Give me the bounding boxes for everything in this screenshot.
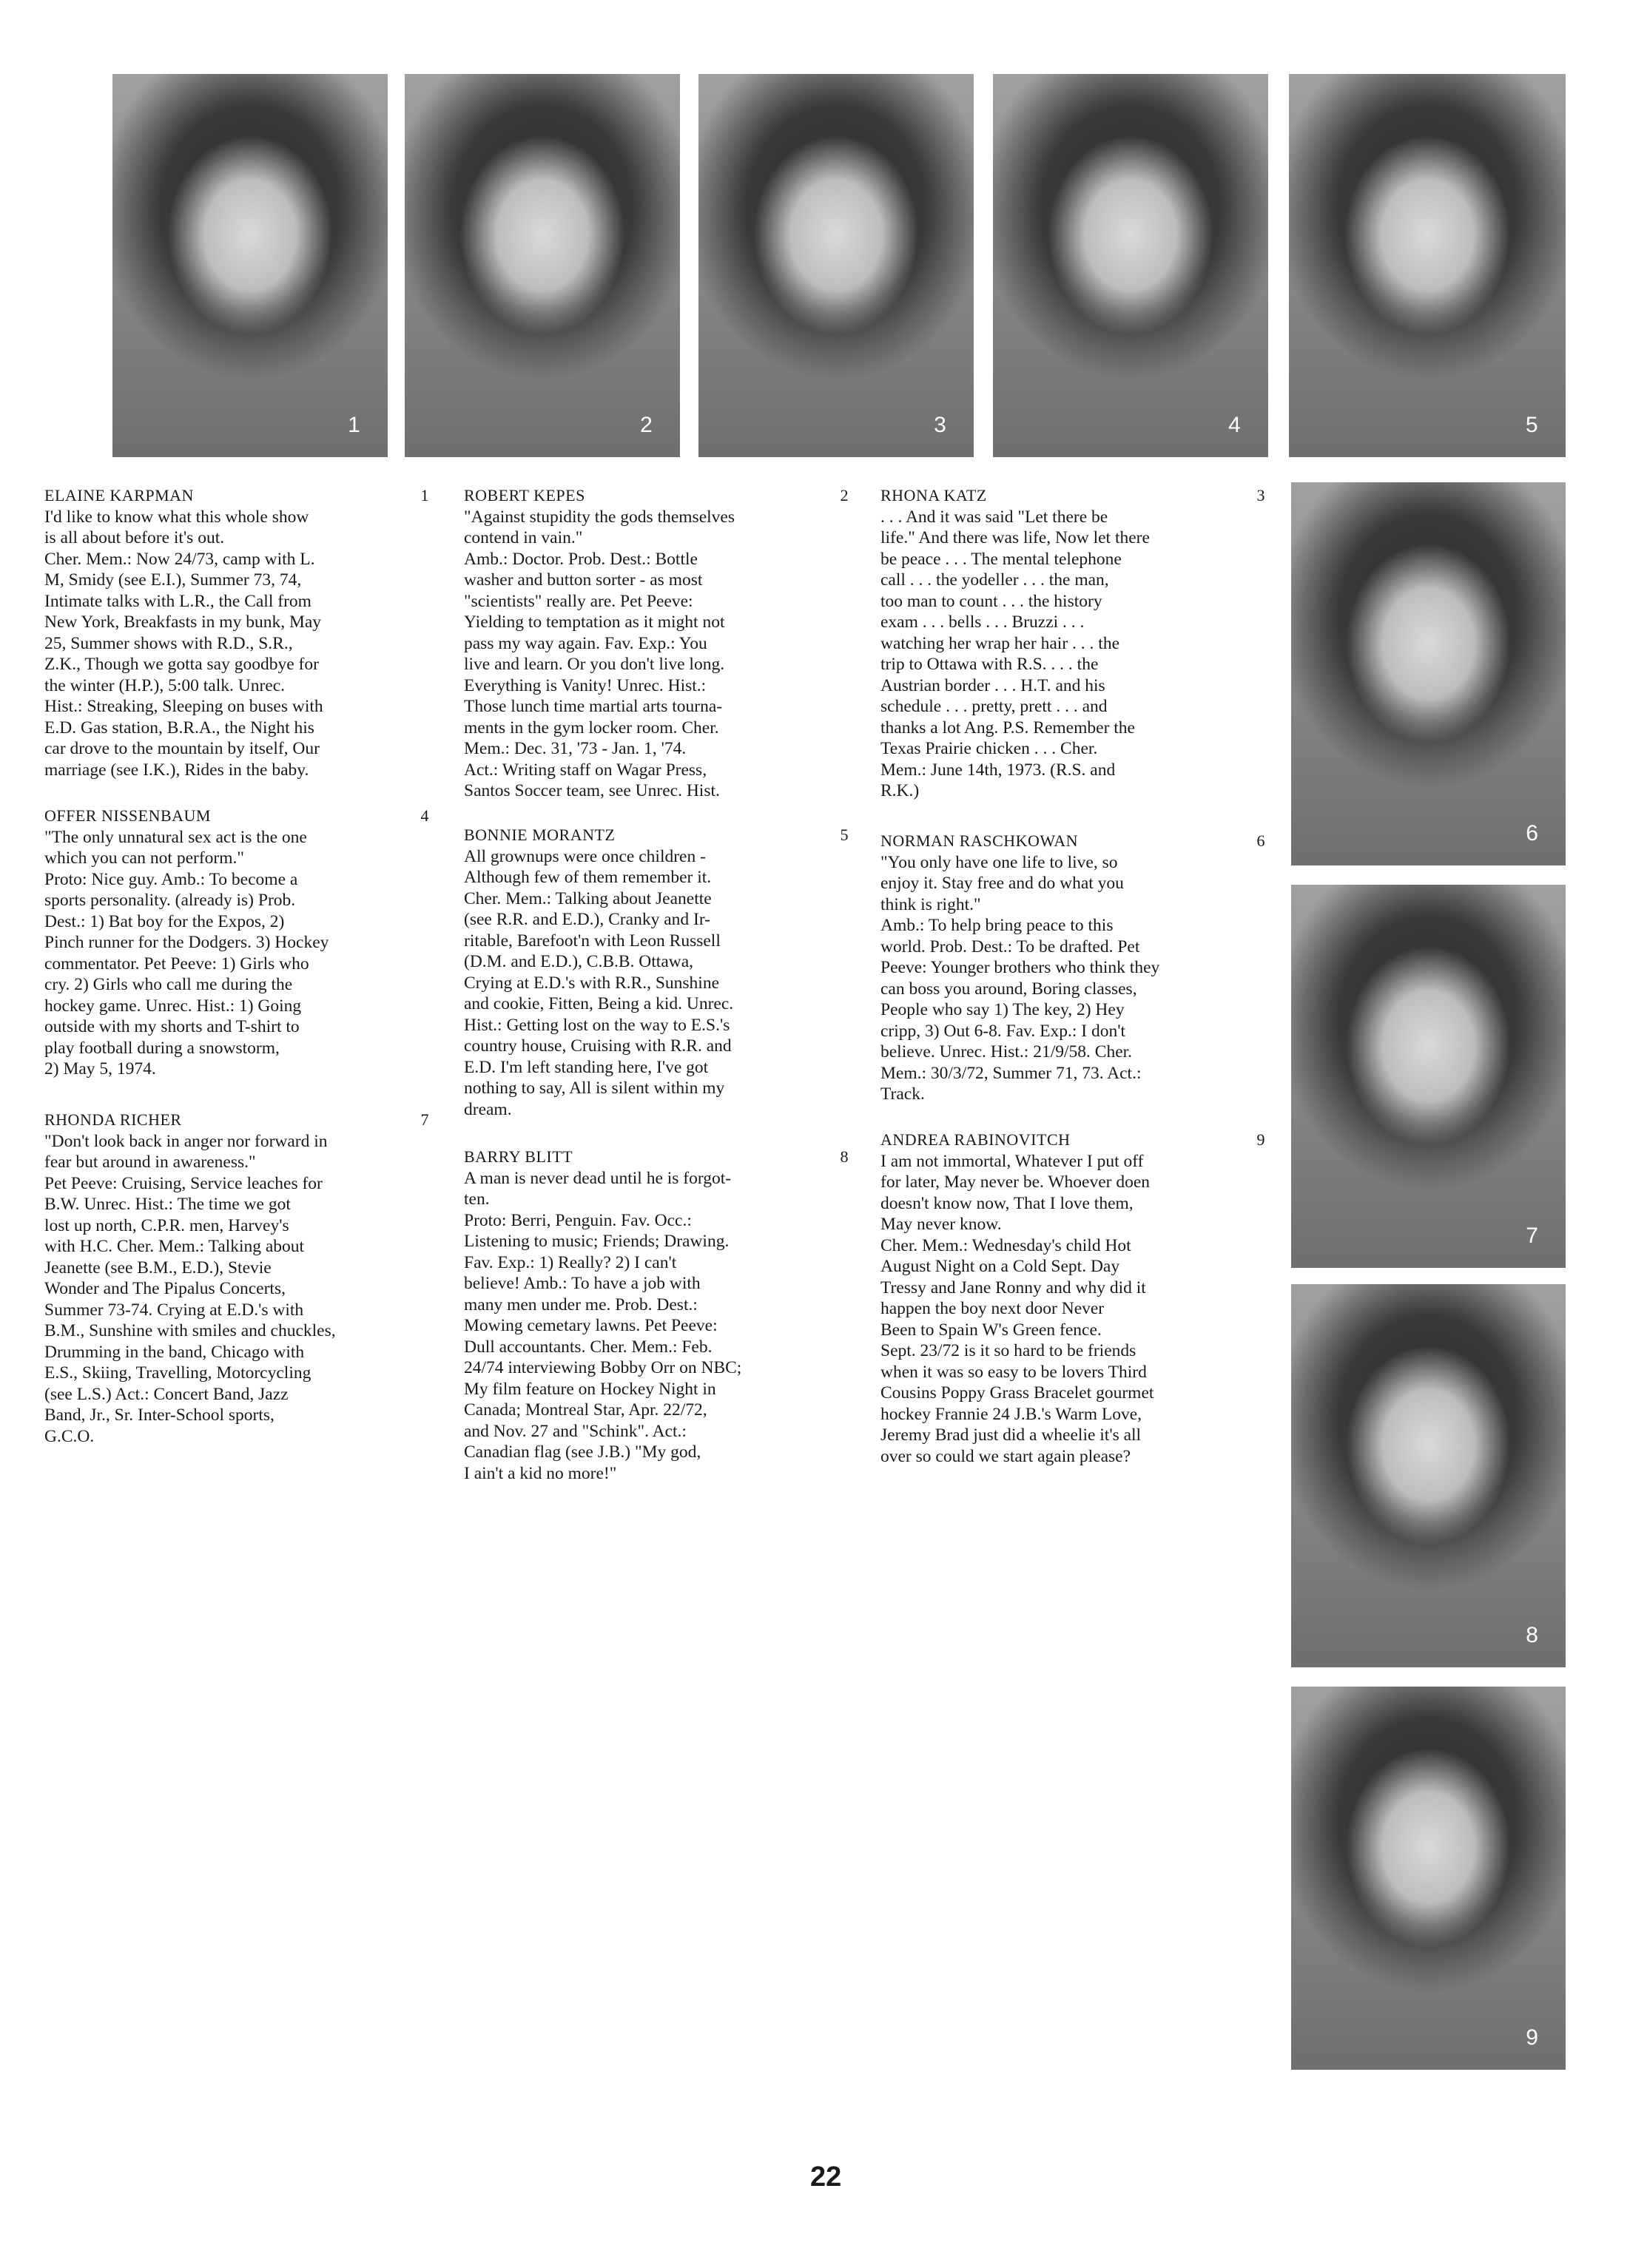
entry-name: BARRY BLITT: [464, 1147, 573, 1166]
photo-number: 9: [1526, 2025, 1538, 2051]
portrait-photo-9: [1291, 1687, 1566, 2070]
entry-text: "The only unnatural sex act is the one which you can not perform." Proto: Nice guy. Amb.: To become a sports personality. (already is) Prob. Dest.: 1) Bat boy for the Expos, 2) Pinch runner for the Dodgers. 3) Hockey commentator. Pet Peeve: 1) Girls who cry. 2) Girls who call me during the hockey game. Unrec. Hist.: 1) Going outside with my shorts and T-shirt to play football during a snowstorm, 2) May 5, 1974.: [44, 827, 329, 1079]
entry-text: "Don't look back in anger nor forward in fear but around in awareness." Pet Peeve: Cruising, Service leaches for B.W. Unrec. Hist.: The time we got lost up north, C.P.R. men, Harvey's with H.C. Cher. Mem.: Talking about Jeanette (see B.M., E.D.), Stevie Wonder and The Pipalus Concerts, Summer 73-74. Crying at E.D.'s with B.M., Sunshine with smiles and chuckles, Drumming in the band, Chicago with E.S., Skiing, Travelling, Motorcycling (see L.S.) Act.: Concert Band, Jazz Band, Jr., Sr. Inter-School sports, G.C.O.: [44, 1131, 336, 1446]
portrait-photo-8: [1291, 1284, 1566, 1667]
entry-name: ANDREA RABINOVITCH: [880, 1130, 1071, 1149]
entry-name: ELAINE KARPMAN: [44, 486, 194, 504]
entry-text: "Against stupidity the gods themselves contend in vain." Amb.: Doctor. Prob. Dest.: Bottle washer and button sorter - as most "scientists" really are. Pet Peeve: Yielding to temptation as it might not pass my way again. Fav. Exp.: You live and learn. Or you don't live long. Everything is Vanity! Unrec. Hist.: Those lunch time martial arts tourna- ments in the gym locker room. Cher. Mem.: Dec. 31, '73 - Jan. 1, '74. Act.: Writing staff on Wagar Press, Santos Soccer team, see Unrec. Hist.: [464, 507, 735, 800]
entry-barry-blitt: [464, 1147, 849, 1484]
entry-andrea-rabinovitch: [880, 1130, 1265, 1467]
photo-number: 2: [640, 413, 653, 438]
entry-number: 3: [1256, 486, 1265, 504]
entry-name: BONNIE MORANTZ: [464, 826, 616, 844]
entry-name: OFFER NISSENBAUM: [44, 806, 211, 825]
entry-offer-nissenbaum: [44, 806, 429, 1080]
entry-text: . . . And it was said "Let there be life." And there was life, Now let there be peace . . . The mental telephone call . . . the yodeller . . . the man, too man to count . . . the history exam . . . bells . . . Bruzzi . . . watching her wrap her hair . . . the trip to Ottawa with R.S. . . . the Austrian border . . . H.T. and his schedule . . . pretty, prett . . . and thanks a lot Ang. P.S. Remember the Texas Prairie chicken . . . Cher. Mem.: June 14th, 1973. (R.S. and R.K.): [880, 507, 1150, 800]
entry-number: 4: [420, 806, 429, 825]
page-number: 22: [810, 2161, 842, 2193]
entry-name: RHONA KATZ: [880, 486, 987, 504]
portrait-photo-3: [698, 74, 974, 457]
photo-number: 6: [1526, 821, 1538, 846]
portrait-photo-1: [112, 74, 388, 457]
portrait-photo-4: [993, 74, 1268, 457]
entry-name: ROBERT KEPES: [464, 486, 585, 504]
entry-bonnie-morantz: [464, 825, 849, 1120]
entry-rhona-katz: [880, 485, 1265, 802]
portrait-photo-5: [1289, 74, 1566, 457]
entry-number: 9: [1256, 1130, 1265, 1149]
photo-number: 1: [348, 413, 360, 438]
entry-number: 7: [420, 1110, 429, 1129]
entry-name: RHONDA RICHER: [44, 1110, 182, 1129]
photo-number: 5: [1525, 413, 1538, 438]
entry-text: "You only have one life to live, so enjoy it. Stay free and do what you think is right." Amb.: To help bring peace to this world. Prob. Dest.: To be drafted. Pet Peeve: Younger brothers who think they can boss you around, Boring classes, People who say 1) The key, 2) Hey cripp, 3) Out 6-8. Fav. Exp.: I don't believe. Unrec. Hist.: 21/9/58. Cher. Mem.: 30/3/72, Summer 71, 73. Act.: Track.: [880, 852, 1160, 1104]
photo-number: 7: [1526, 1224, 1538, 1249]
entry-text: All grownups were once children - Although few of them remember it. Cher. Mem.: Talking about Jeanette (see R.R. and E.D.), Cranky and Ir- ritable, Barefoot'n with Leon Russell (D.M. and E.D.), C.B.B. Ottawa, Crying at E.D.'s with R.R., Sunshine and cookie, Fitten, Being a kid. Unrec. Hist.: Getting lost on the way to E.S.'s country house, Cruising with R.R. and E.D. I'm left standing here, I've got nothing to say, All is silent within my dream.: [464, 846, 734, 1119]
entry-number: 1: [420, 486, 429, 504]
entry-text: I'd like to know what this whole show is all about before it's out. Cher. Mem.: Now 24/73, camp with L. M, Smidy (see E.I.), Summer 73, 74, Intimate talks with L.R., the Call from New York, Breakfasts in my bunk, May 25, Summer shows with R.D., S.R., Z.K., Though we gotta say goodbye for the winter (H.P.), 5:00 talk. Unrec. Hist.: Streaking, Sleeping on buses with E.D. Gas station, B.R.A., the Night his car drove to the mountain by itself, Our marriage (see I.K.), Rides in the baby.: [44, 507, 323, 780]
portrait-photo-2: [405, 74, 680, 457]
portrait-photo-6: [1291, 482, 1566, 865]
entry-number: 2: [840, 486, 849, 504]
entry-number: 8: [840, 1147, 849, 1166]
photo-number: 3: [934, 413, 946, 438]
portrait-photo-7: [1291, 885, 1566, 1268]
entry-robert-kepes: [464, 485, 849, 802]
entry-elaine-karpman: [44, 485, 429, 780]
entry-text: A man is never dead until he is forgot- ten. Proto: Berri, Penguin. Fav. Occ.: Listening to music; Friends; Drawing. Fav. Exp.: 1) Really? 2) I can't believe! Amb.: To have a job with many men under me. Prob. Dest.: Mowing cemetary lawns. Pet Peeve: Dull accountants. Cher. Mem.: Feb. 24/74 interviewing Bobby Orr on NBC; My film feature on Hockey Night in Canada; Montreal Star, Apr. 22/72, and Nov. 27 and "Schink". Act.: Canadian flag (see J.B.) "My god, I ain't a kid no more!": [464, 1168, 742, 1483]
entry-number: 6: [1256, 831, 1265, 850]
photo-number: 4: [1228, 413, 1241, 438]
entry-name: NORMAN RASCHKOWAN: [880, 831, 1079, 850]
entry-number: 5: [840, 826, 849, 844]
entry-text: I am not immortal, Whatever I put off for later, May never be. Whoever doen doesn't know now, That I love them, May never know. Cher. Mem.: Wednesday's child Hot August Night on a Cold Sept. Day Tressy and Jane Ronny and why did it happen the boy next door Never Been to Spain W's Green fence. Sept. 23/72 is it so hard to be friends when it was so easy to be lovers Third Cousins Poppy Grass Bracelet gourmet hockey Frannie 24 J.B.'s Warm Love, Jeremy Brad just did a wheelie it's all over so could we start again please?: [880, 1151, 1154, 1466]
photo-number: 8: [1526, 1623, 1538, 1648]
entry-norman-raschkowan: [880, 831, 1265, 1105]
entry-rhonda-richer: [44, 1110, 429, 1447]
